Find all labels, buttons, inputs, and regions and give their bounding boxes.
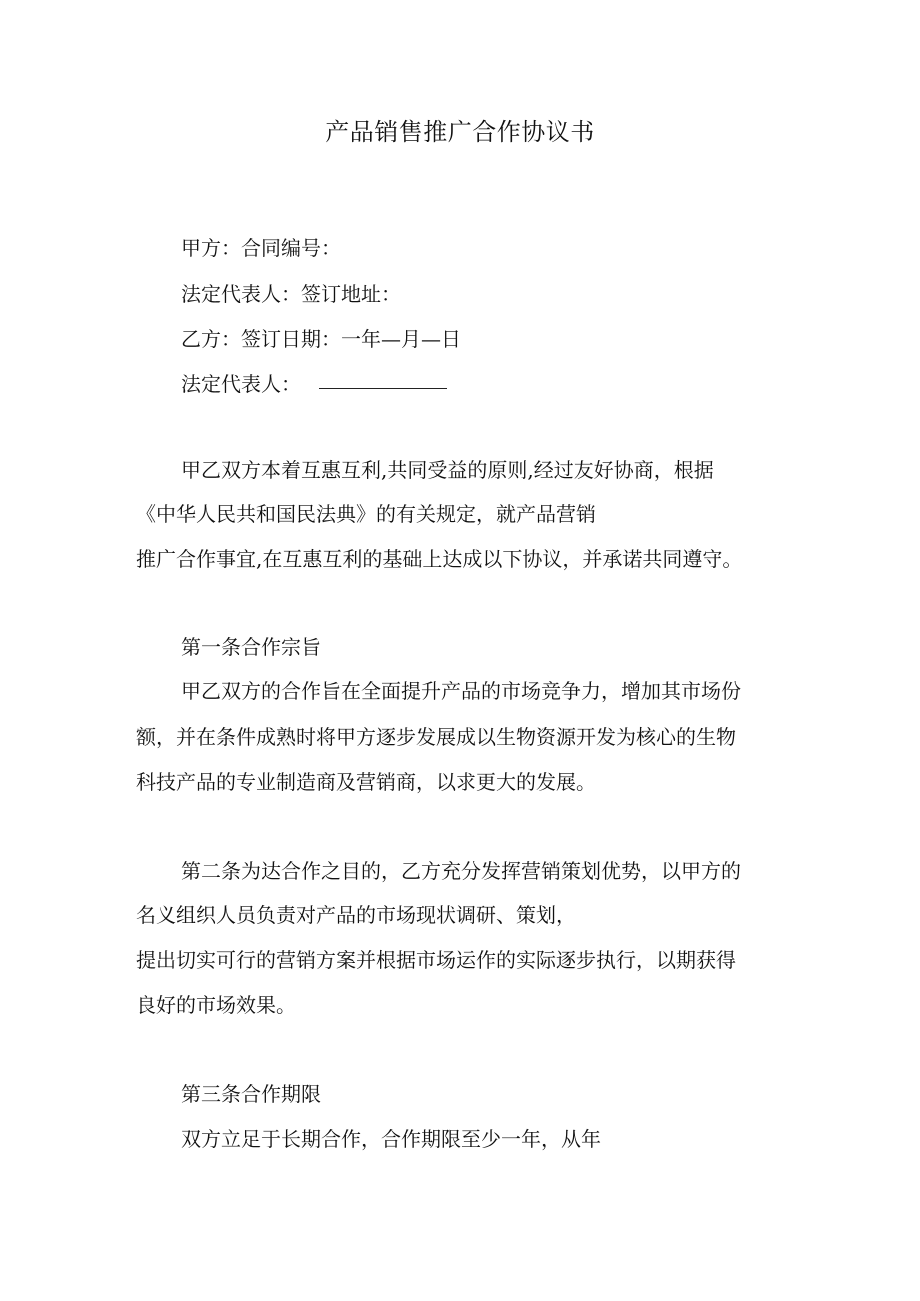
article1-line-2: 额，并在条件成熟时将甲方逐步发展成以生物资源开发为核心的生物 bbox=[136, 725, 736, 749]
legal-rep-b-label: 法定代表人： bbox=[181, 372, 301, 396]
signature-blank-line bbox=[319, 387, 447, 389]
article3-line-1: 双方立足于长期合作，合作期限至少一年，从年 bbox=[181, 1127, 601, 1151]
party-a-line: 甲方：合同编号： bbox=[181, 236, 341, 260]
party-b-line: 乙方：签订日期：一年—月—日 bbox=[181, 327, 461, 351]
preamble-line-1: 甲乙双方本着互惠互利,共同受益的原则,经过友好协商，根据 bbox=[181, 458, 714, 482]
article2-line-1: 第二条为达合作之目的，乙方充分发挥营销策划优势，以甲方的 bbox=[181, 859, 741, 883]
preamble-line-2: 《中华人民共和国民法典》的有关规定，就产品营销 bbox=[136, 502, 596, 526]
article2-line-2: 名义组织人员负责对产品的市场现状调研、策划， bbox=[136, 903, 576, 927]
article1-heading: 第一条合作宗旨 bbox=[181, 635, 321, 659]
article2-line-4: 良好的市场效果。 bbox=[136, 993, 296, 1017]
legal-rep-b-line bbox=[181, 369, 447, 399]
document-title: 产品销售推广合作协议书 bbox=[325, 118, 595, 146]
article1-line-3: 科技产品的专业制造商及营销商，以求更大的发展。 bbox=[136, 770, 596, 794]
legal-rep-a-line: 法定代表人：签订地址： bbox=[181, 282, 401, 306]
article3-heading: 第三条合作期限 bbox=[181, 1082, 321, 1106]
preamble-line-3: 推广合作事宜,在互惠互利的基础上达成以下协议，并承诺共同遵守。 bbox=[136, 547, 743, 571]
article1-line-1: 甲乙双方的合作旨在全面提升产品的市场竞争力，增加其市场份 bbox=[181, 679, 741, 703]
article2-line-3: 提出切实可行的营销方案并根据市场运作的实际逐步执行，以期获得 bbox=[136, 948, 736, 972]
